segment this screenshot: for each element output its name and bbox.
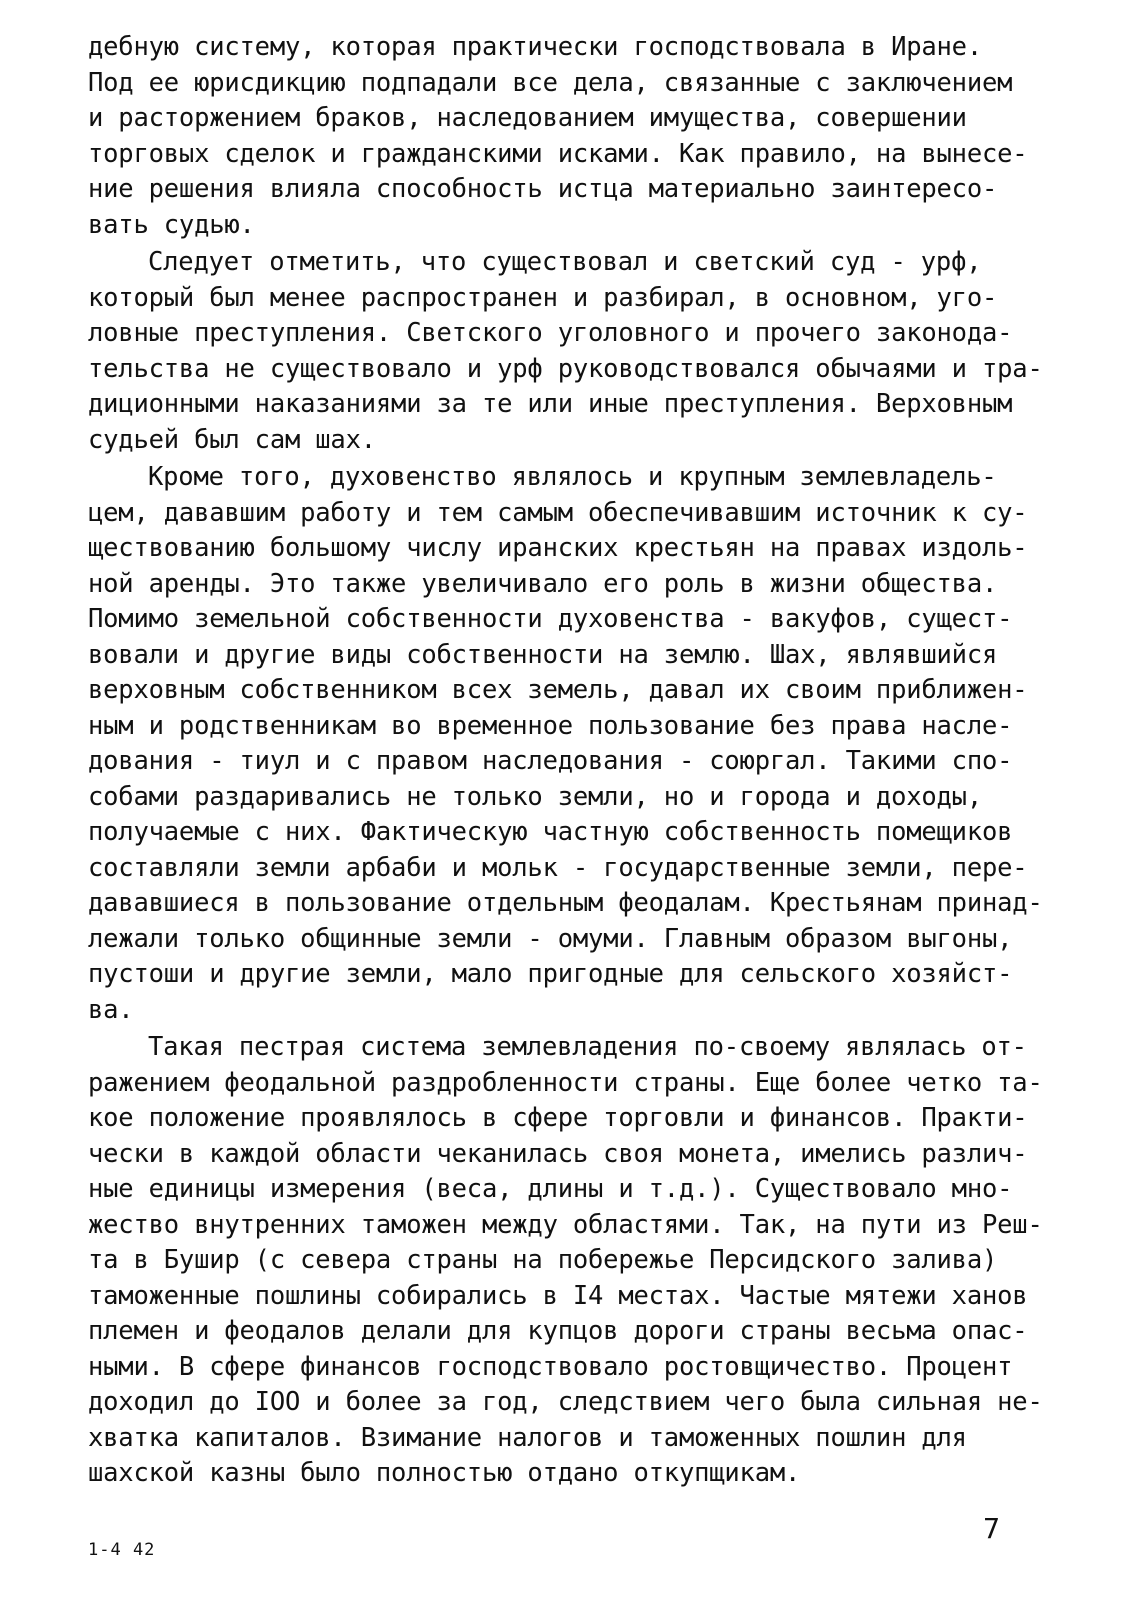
text-line: диционными наказаниями за те или иные преступления. Верховным [88, 389, 1013, 419]
text-line: ными. В сфере финансов господствовало ростовщичество. Процент [88, 1351, 1013, 1382]
text-line: шахской казны было полностью отдано откупщикам. [88, 1458, 801, 1488]
text-line: Помимо земельной собственности духовенства - вакуфов, сущест- [88, 604, 1013, 634]
paragraph [88, 460, 1088, 1028]
text-line: и расторжением браков, наследованием имущества, совершении [88, 103, 967, 133]
text-line: который был менее распространен и разбирал, в основном, уго- [88, 282, 998, 313]
text-line: Под ее юрисдикцию подпадали все дела, связанные с заключением [88, 67, 1013, 98]
text-line: получаемые с них. Фактическую частную собственность помещиков [88, 817, 1013, 847]
text-line: ражением феодальной раздробленности страны. Еще более четко та- [88, 1067, 1043, 1098]
paragraph [88, 1030, 1088, 1492]
text-line: Кроме того, духовенство являлось и крупным землевладель- [148, 462, 997, 492]
text-line: Следует отметить, что существовал и светский суд - урф, [148, 247, 982, 277]
text-line: ва. [88, 994, 134, 1025]
text-line: судьей был сам шах. [88, 424, 376, 455]
text-line: доходил до IOO и более за год, следствием чего была сильная не- [88, 1387, 1043, 1417]
text-line: ные единицы измерения (веса, длины и т.д.). Существовало мно- [88, 1174, 1013, 1204]
text-line: хватка капиталов. Взимание налогов и таможенных пошлин для [88, 1422, 967, 1453]
text-line: дававшиеся в пользование отдельным феодалам. Крестьянам принад- [88, 888, 1043, 918]
text-line: цем, дававшим работу и тем самым обеспечивавшим источник к су- [88, 497, 1028, 528]
text-line: торговых сделок и гражданскими исками. Как правило, на вынесе- [88, 138, 1028, 169]
text-line: таможенные пошлины собирались в I4 местах. Частые мятежи ханов [88, 1280, 1028, 1311]
text-line: составляли земли арбаби и мольк - государственные земли, пере- [88, 852, 1028, 883]
page-number: 7 [983, 1512, 1000, 1545]
text-line: ловные преступления. Светского уголовного и прочего законода- [88, 318, 1013, 348]
text-line: верховным собственником всех земель, давал их своим приближен- [88, 675, 1028, 705]
text-line: дебную систему, которая практически господствовала в Иране. [88, 32, 982, 62]
text-line: вовали и другие виды собственности на землю. Шах, являвшийся [88, 639, 998, 670]
text-line: жество внутренних таможен между областями. Так, на пути из Реш- [88, 1209, 1043, 1240]
text-line: тельства не существовало и урф руководствовался обычаями и тра- [88, 353, 1043, 384]
text-line: та в Бушир (с севера страны на побережье Персидского залива) [88, 1245, 998, 1275]
text-line: пустоши и другие земли, мало пригодные для сельского хозяйст- [88, 959, 1013, 989]
text-line: Такая пестрая система землевладения по-своему являлась от- [148, 1032, 1027, 1062]
text-line: кое положение проявлялось в сфере торговли и финансов. Практи- [88, 1103, 1028, 1133]
paragraph [88, 245, 1088, 458]
text-line: собами раздаривались не только земли, но и города и доходы, [88, 781, 982, 812]
body-text [88, 30, 1088, 1492]
sheet-code: 1-4 42 [88, 1540, 156, 1560]
text-line: ным и родственникам во временное пользование без права насле- [88, 710, 1013, 741]
text-line: ние решения влияла способность истца материально заинтересо- [88, 174, 998, 204]
text-line: лежали только общинные земли - омуми. Главным образом выгоны, [88, 923, 1013, 954]
text-line: дования - тиул и с правом наследования - союргал. Такими спо- [88, 746, 1013, 776]
text-line: чески в каждой области чеканилась своя монета, имелись различ- [88, 1138, 1028, 1169]
paragraph [88, 30, 1088, 243]
text-line: вать судью. [88, 209, 255, 240]
text-line: ной аренды. Это также увеличивало его роль в жизни общества. [88, 568, 998, 599]
text-line: ществованию большому числу иранских крестьян на правах издоль- [88, 533, 1028, 563]
text-line: племен и феодалов делали для купцов дороги страны весьма опас- [88, 1316, 1028, 1346]
